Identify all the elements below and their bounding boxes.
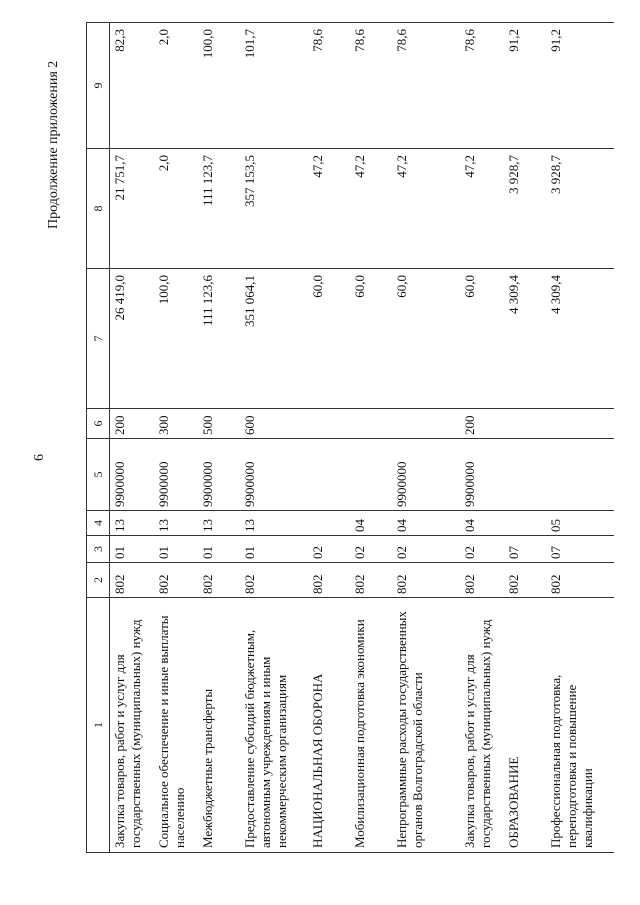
row-name: Социальное обеспечение и иные выплаты населению	[154, 598, 198, 853]
cell-target: 9900000	[460, 439, 504, 511]
cell-code: 802	[460, 563, 504, 598]
cell-code: 802	[546, 563, 614, 598]
cell-percent: 100,0	[198, 23, 240, 149]
cell-section: 02	[460, 536, 504, 563]
cell-plan: 4 309,4	[504, 269, 546, 409]
cell-target	[504, 439, 546, 511]
cell-actual: 357 153,5	[240, 149, 308, 269]
cell-subsection: 04	[350, 511, 392, 536]
header-cell-1: 1	[87, 598, 110, 853]
cell-actual: 47,2	[460, 149, 504, 269]
row-name: Профессиональная подготовка, переподготовка и повышение квалификации	[546, 598, 614, 853]
cell-plan: 60,0	[392, 269, 460, 409]
cell-percent: 78,6	[308, 23, 350, 149]
cell-code: 802	[110, 563, 155, 598]
cell-target: 9900000	[154, 439, 198, 511]
header-cell-4: 4	[87, 511, 110, 536]
cell-expense-type	[350, 409, 392, 439]
cell-expense-type	[504, 409, 546, 439]
row-name: Мобилизационная подготовка экономики	[350, 598, 392, 853]
cell-target: 9900000	[392, 439, 460, 511]
row-name: Закупка товаров, работ и услуг для государственных (муниципальных) нужд	[110, 598, 155, 853]
header-row	[87, 23, 110, 853]
header-cell-3: 3	[87, 536, 110, 563]
cell-actual: 47,2	[392, 149, 460, 269]
cell-percent: 78,6	[392, 23, 460, 149]
cell-target: 9900000	[240, 439, 308, 511]
row-name: Закупка товаров, работ и услуг для государственных (муниципальных) нужд	[460, 598, 504, 853]
cell-percent: 91,2	[546, 23, 614, 149]
cell-subsection: 13	[240, 511, 308, 536]
cell-actual: 111 123,7	[198, 149, 240, 269]
cell-plan: 351 064,1	[240, 269, 308, 409]
cell-subsection: 13	[154, 511, 198, 536]
cell-plan: 26 419,0	[110, 269, 155, 409]
cell-plan: 60,0	[350, 269, 392, 409]
cell-code: 802	[350, 563, 392, 598]
cell-expense-type: 200	[110, 409, 155, 439]
table-row	[110, 23, 155, 853]
cell-target: 9900000	[198, 439, 240, 511]
budget-table	[86, 22, 614, 853]
table-row	[154, 23, 198, 853]
cell-section: 02	[350, 536, 392, 563]
cell-expense-type: 500	[198, 409, 240, 439]
header-cell-9: 9	[87, 23, 110, 149]
table-row	[460, 23, 504, 853]
cell-section: 02	[308, 536, 350, 563]
cell-code: 802	[308, 563, 350, 598]
cell-percent: 91,2	[504, 23, 546, 149]
cell-code: 802	[198, 563, 240, 598]
cell-plan: 111 123,6	[198, 269, 240, 409]
cell-percent: 78,6	[350, 23, 392, 149]
page-number: 6	[32, 454, 47, 461]
header-cell-6: 6	[87, 409, 110, 439]
cell-subsection	[308, 511, 350, 536]
cell-actual: 21 751,7	[110, 149, 155, 269]
cell-section: 01	[198, 536, 240, 563]
header-cell-5: 5	[87, 439, 110, 511]
header-cell-2: 2	[87, 563, 110, 598]
cell-code: 802	[504, 563, 546, 598]
cell-subsection: 13	[198, 511, 240, 536]
table-row	[546, 23, 614, 853]
cell-actual: 2,0	[154, 149, 198, 269]
cell-actual: 3 928,7	[546, 149, 614, 269]
row-name: НАЦИОНАЛЬНАЯ ОБОРОНА	[308, 598, 350, 853]
cell-subsection: 04	[392, 511, 460, 536]
cell-actual: 47,2	[350, 149, 392, 269]
header-cell-7: 7	[87, 269, 110, 409]
cell-section: 01	[154, 536, 198, 563]
cell-section: 07	[546, 536, 614, 563]
cell-percent: 2,0	[154, 23, 198, 149]
row-name: Межбюджетные трансферты	[198, 598, 240, 853]
row-name: Непрограммные расходы государственных органов Волгоградской области	[392, 598, 460, 853]
cell-section: 01	[110, 536, 155, 563]
cell-plan: 60,0	[460, 269, 504, 409]
cell-section: 01	[240, 536, 308, 563]
cell-expense-type: 200	[460, 409, 504, 439]
cell-plan: 100,0	[154, 269, 198, 409]
cell-actual: 47,2	[308, 149, 350, 269]
row-name: Предоставление субсидий бюджетным, автономным учреждениям и иным некоммерческим организациям	[240, 598, 308, 853]
cell-subsection	[504, 511, 546, 536]
table-row	[392, 23, 460, 853]
cell-plan: 60,0	[308, 269, 350, 409]
cell-percent: 101,7	[240, 23, 308, 149]
cell-subsection: 13	[110, 511, 155, 536]
table-row	[308, 23, 350, 853]
cell-percent: 78,6	[460, 23, 504, 149]
header-cell-8: 8	[87, 149, 110, 269]
cell-code: 802	[240, 563, 308, 598]
cell-target	[350, 439, 392, 511]
cell-percent: 82,3	[110, 23, 155, 149]
table-row	[240, 23, 308, 853]
cell-expense-type	[392, 409, 460, 439]
cell-expense-type	[546, 409, 614, 439]
row-name: ОБРАЗОВАНИЕ	[504, 598, 546, 853]
cell-subsection: 04	[460, 511, 504, 536]
cell-target	[308, 439, 350, 511]
cell-plan: 4 309,4	[546, 269, 614, 409]
table-row	[350, 23, 392, 853]
cell-target: 9900000	[110, 439, 155, 511]
cell-expense-type: 600	[240, 409, 308, 439]
cell-code: 802	[392, 563, 460, 598]
cell-target	[546, 439, 614, 511]
cell-subsection: 05	[546, 511, 614, 536]
cell-section: 07	[504, 536, 546, 563]
cell-expense-type	[308, 409, 350, 439]
cell-expense-type: 300	[154, 409, 198, 439]
cell-actual: 3 928,7	[504, 149, 546, 269]
continuation-note: Продолжение приложения 2	[46, 60, 61, 229]
cell-code: 802	[154, 563, 198, 598]
table-row	[198, 23, 240, 853]
table-row	[504, 23, 546, 853]
cell-section: 02	[392, 536, 460, 563]
